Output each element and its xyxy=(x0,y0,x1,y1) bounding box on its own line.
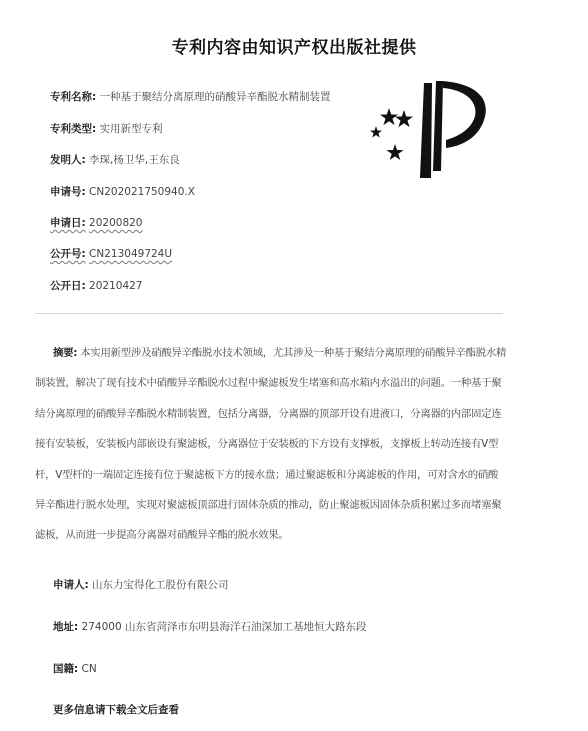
field-inventor xyxy=(50,152,180,167)
abstract-section xyxy=(35,338,507,551)
field-application-date xyxy=(50,215,143,230)
ip-publishing-logo-icon xyxy=(366,78,494,178)
field-value: 实用新型专利 xyxy=(99,123,163,135)
field-value: 李琛,杨卫华,王东良 xyxy=(89,154,180,166)
field-label: 公开日: xyxy=(50,280,86,292)
field-country xyxy=(53,661,97,676)
field-label: 地址: xyxy=(53,621,79,633)
field-publication-number xyxy=(50,246,172,261)
section-divider xyxy=(35,313,503,314)
field-value: CN213049724U xyxy=(89,248,173,260)
download-full-text-link[interactable]: 更多信息请下载全文后查看 xyxy=(53,704,179,716)
field-publication-date xyxy=(50,278,143,293)
field-application-number xyxy=(50,184,195,199)
field-value: 一种基于聚结分离原理的硝酸异辛酯脱水精制装置 xyxy=(99,91,331,103)
field-label: 国籍: xyxy=(53,663,79,675)
abstract-label: 摘要: xyxy=(53,347,78,359)
field-label: 申请日: xyxy=(50,217,86,229)
field-address xyxy=(53,619,366,634)
field-label: 公开号: xyxy=(50,248,86,260)
field-label: 专利名称: xyxy=(50,91,97,103)
page-title: 专利内容由知识产权出版社提供 xyxy=(171,38,417,58)
field-value: CN202021750940.X xyxy=(89,186,195,198)
field-label: 专利类型: xyxy=(50,123,97,135)
field-value: 20200820 xyxy=(89,217,143,229)
field-value: 20210427 xyxy=(89,280,143,292)
field-label: 申请人: xyxy=(53,579,89,591)
field-applicant xyxy=(53,577,229,592)
abstract-text: 本实用新型涉及硝酸异辛酯脱水技术领域，尤其涉及一种基于聚结分离原理的硝酸异辛酯脱水精制装置，解决了现有技术中硝酸异辛酯脱水过程中聚滤板发生堵塞和高水箱内水溢出的问题。一种基于聚结分离原理的硝酸异辛酯脱水精制装置，包括分离器，分离器的顶部开设有进液口，分离器的内部固定连接有安装板，安装板内部嵌设有聚滤板，分离器位于安装板的下方设有支撑板，支撑板上转动连接有V型杆，V型杆的一端固定连接有位于聚滤板下方的接水盘；通过聚滤板和分离滤板的作用，可对含水的硝酸异辛酯进行脱水处理，实现对聚滤板顶部进行固体杂质的推动，防止聚滤板因固体杂质积累过多而堵塞聚滤板，从而进一步提高分离器对硝酸异辛酯的脱水效果。 xyxy=(35,347,507,542)
field-label: 发明人: xyxy=(50,154,86,166)
field-value: 274000 山东省菏泽市东明县海洋石油深加工基地恒大路东段 xyxy=(81,621,367,633)
field-value: CN xyxy=(81,663,97,675)
field-value: 山东力宝得化工股份有限公司 xyxy=(92,579,229,591)
field-patent-name xyxy=(50,89,331,104)
field-patent-type xyxy=(50,121,163,136)
field-label: 申请号: xyxy=(50,186,86,198)
